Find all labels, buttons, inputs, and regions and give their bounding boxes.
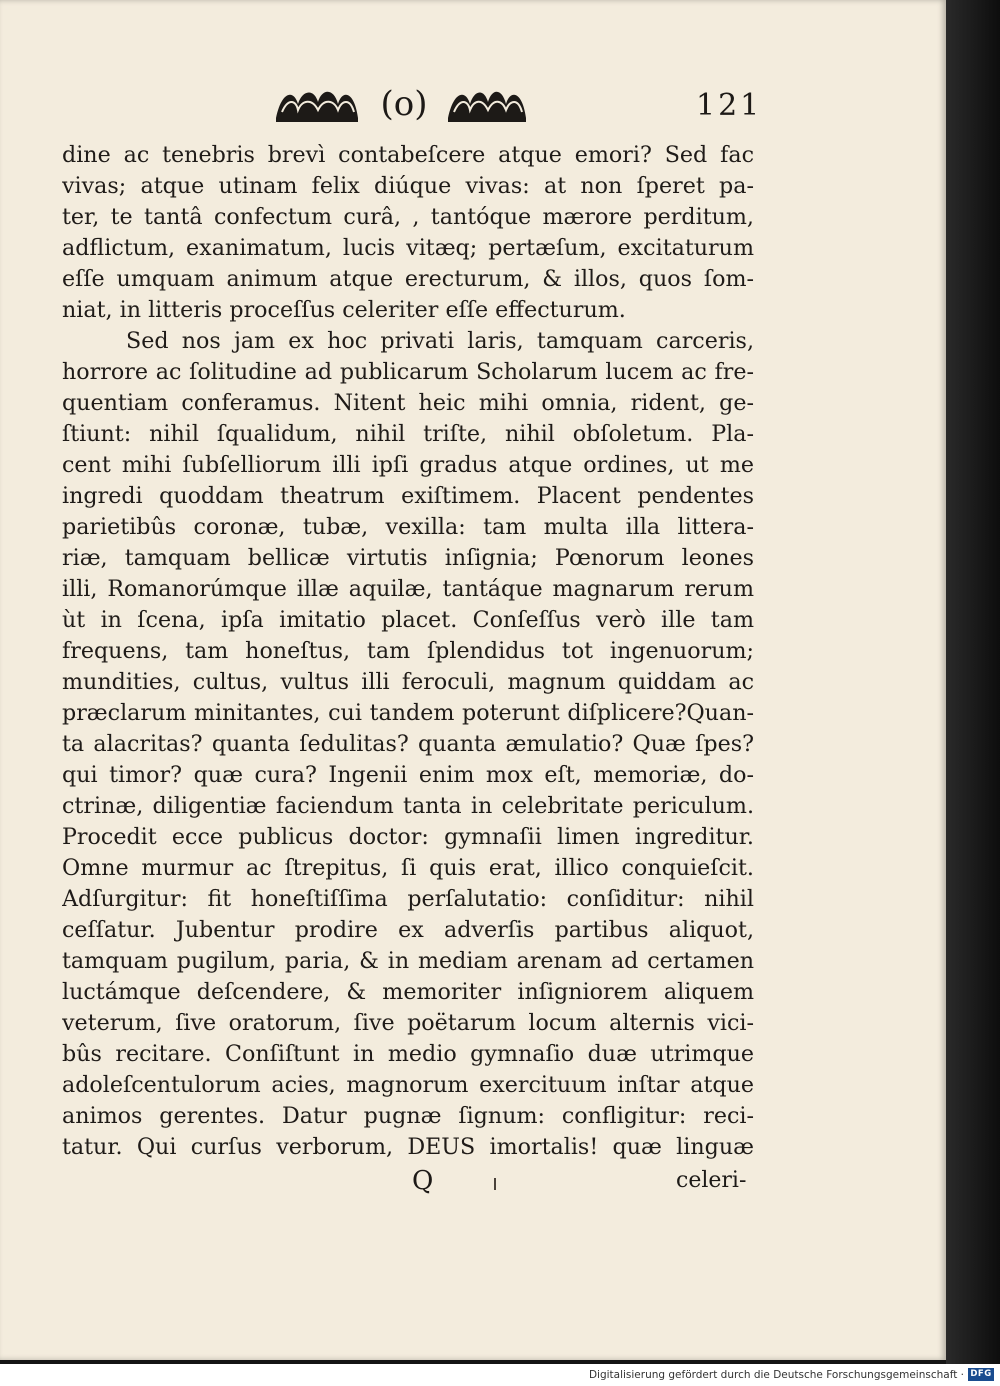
text-line: ſtiunt: nihil ſqualidum, nihil triſte, nihil obſoletum. Pla- (62, 421, 754, 447)
text-line: riæ, tamquam bellicæ virtutis inſignia; Pœnorum leones (62, 545, 754, 571)
ornament-left-icon (272, 82, 362, 126)
text-line: ctrinæ, diligentiæ faciendum tanta in celebritate periculum. (62, 793, 754, 819)
funding-credit: Digitalisierung gefördert durch die Deutsche Forschungsgemeinschaft · (588, 1369, 964, 1381)
text-line: ta alacritas? quanta ſedulitas? quanta æmulatio? Quæ ſpes? (62, 731, 754, 757)
text-line: dine ac tenebris brevì contabeſcere atque emori? Sed fac (62, 142, 754, 168)
ornament-right-icon (444, 82, 530, 126)
text-line: veterum, ſive oratorum, ſive poëtarum locum alternis vici- (62, 1010, 754, 1036)
text-line: eſſe umquam animum atque erecturum, & illos, quos ſom- (62, 266, 754, 292)
text-line: ingredi quoddam theatrum exiſtimem. Placent pendentes (62, 483, 754, 509)
text-line: mundities, cultus, vultus illi feroculi, magnum quiddam ac (62, 669, 754, 695)
signature-mark: Q (412, 1166, 434, 1196)
text-line: tamquam pugilum, paria, & in mediam arenam ad certamen (62, 948, 754, 974)
text-line: animos gerentes. Datur pugnæ ſignum: confligitur: reci- (62, 1103, 754, 1129)
text-line: vivas; atque utinam felix diúque vivas: at non ſperet pa- (62, 173, 754, 199)
text-line: ter, te tantâ confectum curâ, , tantóque mærore perditum, (62, 204, 754, 230)
text-line: qui timor? quæ cura? Ingenii enim mox eſt, memoriæ, do- (62, 762, 754, 788)
text-line: Procedit ecce publicus doctor: gymnaſii limen ingreditur. (62, 824, 754, 850)
dfg-logo-icon: DFG (968, 1368, 994, 1381)
text-line: niat, in litteris proceſſus celeriter eſſe effecturum. (62, 297, 626, 323)
credit-bar (0, 1364, 1000, 1386)
page-header (0, 82, 946, 132)
text-line: ceſſatur. Jubentur prodire ex adverſis partibus aliquot, (62, 917, 754, 943)
text-line: frequens, tam honeſtus, tam ſplendidus tot ingenuorum; (62, 638, 754, 664)
tick-mark (494, 1178, 496, 1190)
text-line: luctámque deſcendere, & memoriter inſigniorem aliquem (62, 979, 754, 1005)
text-line: Adſurgitur: fit honeſtiſſima perſalutatio: conſiditur: nihil (62, 886, 754, 912)
text-line: ùt in ſcena, ipſa imitatio placet. Conſeſſus verò ille tam (62, 607, 754, 633)
text-line: illi, Romanorúmque illæ aquilæ, tantáque magnarum rerum (62, 576, 754, 602)
text-line: tatur. Qui curſus verborum, DEUS imortalis! quæ linguæ (62, 1134, 754, 1160)
text-line: adoleſcentulorum acies, magnorum exercituum inſtar atque (62, 1072, 754, 1098)
page-number: 121 (696, 88, 763, 123)
catchword: celeri- (676, 1168, 747, 1193)
body-text (62, 140, 754, 1163)
text-line: horrore ac ſolitudine ad publicarum Scholarum lucem ac fre- (62, 359, 754, 385)
text-line: bûs recitare. Conſiſtunt in medio gymnaſio duæ utrimque (62, 1041, 754, 1067)
running-head: (o) (380, 84, 428, 124)
text-line: Omne murmur ac ſtrepitus, ſi quis erat, illico conquieſcit. (62, 855, 754, 881)
text-line: adflictum, exanimatum, lucis vitæq; pertæſum, excitaturum (62, 235, 754, 261)
text-line: cent mihi ſubſelliorum illi ipſi gradus atque ordines, ut me (62, 452, 754, 478)
page-footer (0, 1164, 946, 1200)
page-edge-shadow (946, 0, 1000, 1364)
text-line: quentiam conferamus. Nitent heic mihi omnia, rident, ge- (62, 390, 754, 416)
text-line: Sed nos jam ex hoc privati laris, tamquam carceris, (126, 328, 754, 354)
text-line: parietibûs coronæ, tubæ, vexilla: tam multa illa littera- (62, 514, 754, 540)
text-line: præclarum minitantes, cui tandem poterunt diſplicere?Quan- (62, 700, 754, 726)
